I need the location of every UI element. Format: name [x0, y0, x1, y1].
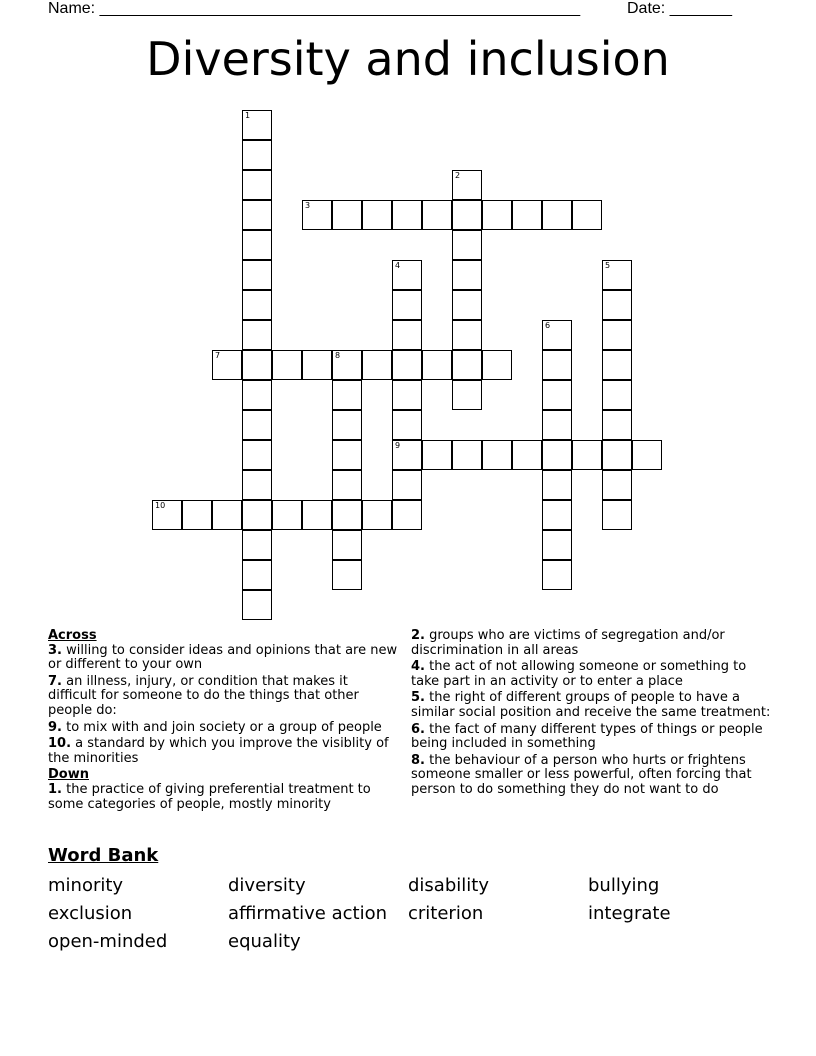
crossword-cell[interactable] — [422, 440, 452, 470]
cell-number: 3 — [305, 201, 311, 210]
clue-text: willing to consider ideas and opinions that are new or different to your own — [48, 642, 398, 673]
word-bank-item: affirmative action — [228, 903, 387, 924]
clue-down-5 — [411, 691, 771, 720]
crossword-cell[interactable] — [602, 350, 632, 380]
word-bank-item: minority — [48, 875, 124, 896]
down-heading: Down — [48, 767, 89, 783]
crossword-cell[interactable] — [392, 500, 422, 530]
crossword-cell[interactable] — [182, 500, 212, 530]
crossword-cell[interactable] — [242, 560, 272, 590]
crossword-cell[interactable] — [302, 350, 332, 380]
crossword-cell[interactable] — [302, 500, 332, 530]
clue-text: to mix with and join society or a group of people — [61, 719, 382, 735]
word-bank-item: open-minded — [48, 931, 168, 952]
clue-down-4 — [411, 660, 771, 689]
word-bank-item: equality — [228, 931, 301, 952]
cell-number: 6 — [545, 321, 551, 330]
crossword-cell[interactable] — [212, 500, 242, 530]
crossword-cell[interactable] — [242, 500, 272, 530]
crossword-cell[interactable] — [242, 410, 272, 440]
clue-down-8 — [411, 754, 771, 798]
clue-number: 6. — [411, 721, 425, 737]
crossword-cell[interactable] — [392, 290, 422, 320]
crossword-cell[interactable] — [332, 560, 362, 590]
clue-down-1 — [48, 783, 398, 812]
crossword-cell[interactable] — [242, 380, 272, 410]
crossword-cell[interactable] — [242, 170, 272, 200]
clue-across-9 — [48, 721, 398, 736]
clue-number: 2. — [411, 628, 425, 643]
crossword-cell[interactable] — [332, 470, 362, 500]
word-bank-item: disability — [408, 875, 489, 896]
word-bank-item: criterion — [408, 903, 484, 924]
crossword-cell[interactable] — [362, 350, 392, 380]
crossword-cell[interactable] — [542, 380, 572, 410]
clue-across-7 — [48, 675, 398, 719]
cell-number: 2 — [455, 171, 461, 180]
crossword-cell[interactable] — [422, 200, 452, 230]
crossword-cell[interactable] — [392, 350, 422, 380]
clue-number: 9. — [48, 719, 62, 735]
crossword-cell[interactable] — [452, 320, 482, 350]
cell-number: 7 — [215, 351, 221, 360]
crossword-cell[interactable] — [482, 440, 512, 470]
cell-number: 8 — [335, 351, 341, 360]
crossword-cell[interactable] — [632, 440, 662, 470]
word-bank-title: Word Bank — [48, 845, 159, 866]
crossword-cell[interactable] — [242, 530, 272, 560]
crossword-cell[interactable] — [452, 380, 482, 410]
date-field-label: Date: _______ — [627, 0, 732, 17]
word-bank-item: bullying — [588, 875, 660, 896]
crossword-cell[interactable] — [272, 500, 302, 530]
clue-text: the behaviour of a person who hurts or frightens someone smaller or less powerful, often forcing that person to do something they do not want to do — [411, 752, 752, 797]
cell-number: 1 — [245, 111, 251, 120]
crossword-cell[interactable] — [452, 290, 482, 320]
crossword-cell[interactable] — [542, 350, 572, 380]
clue-number: 3. — [48, 642, 62, 658]
crossword-cell[interactable] — [542, 500, 572, 530]
crossword-cell[interactable] — [452, 440, 482, 470]
crossword-cell[interactable] — [392, 260, 422, 290]
crossword-cell[interactable] — [242, 230, 272, 260]
crossword-cell[interactable] — [452, 350, 482, 380]
word-bank-item: exclusion — [48, 903, 133, 924]
crossword-cell[interactable] — [602, 320, 632, 350]
crossword-cell[interactable] — [242, 470, 272, 500]
crossword-cell[interactable] — [452, 170, 482, 200]
crossword-cell[interactable] — [242, 140, 272, 170]
cell-number: 9 — [395, 441, 401, 450]
crossword-cell[interactable] — [452, 260, 482, 290]
clue-number: 1. — [48, 781, 62, 797]
clue-text: the fact of many different types of things or people being included in something — [411, 721, 763, 752]
crossword-cell[interactable] — [602, 500, 632, 530]
crossword-cell[interactable] — [542, 410, 572, 440]
crossword-cell[interactable] — [242, 350, 272, 380]
crossword-cell[interactable] — [542, 320, 572, 350]
crossword-cell[interactable] — [542, 560, 572, 590]
clue-across-10 — [48, 737, 398, 766]
clue-number: 8. — [411, 752, 425, 768]
across-heading: Across — [48, 628, 97, 643]
crossword-cell[interactable] — [482, 200, 512, 230]
crossword-cell[interactable] — [242, 590, 272, 620]
crossword-cell[interactable] — [152, 500, 182, 530]
crossword-cell[interactable] — [362, 200, 392, 230]
crossword-cell[interactable] — [332, 500, 362, 530]
name-field-label: Name: ______________________________________________________ — [48, 0, 581, 17]
clues-left-column — [48, 629, 398, 814]
crossword-cell[interactable] — [392, 410, 422, 440]
clue-text: a standard by which you improve the visiblity of the minorities — [48, 736, 389, 766]
word-bank-item: integrate — [588, 903, 671, 924]
crossword-cell[interactable] — [542, 200, 572, 230]
crossword-cell[interactable] — [332, 410, 362, 440]
crossword-cell[interactable] — [272, 350, 302, 380]
crossword-cell[interactable] — [242, 440, 272, 470]
crossword-cell[interactable] — [512, 200, 542, 230]
crossword-cell[interactable] — [362, 500, 392, 530]
crossword-cell[interactable] — [422, 350, 452, 380]
crossword-cell[interactable] — [602, 290, 632, 320]
crossword-cell[interactable] — [332, 380, 362, 410]
clue-down-2 — [411, 629, 771, 658]
clue-text: groups who are victims of segregation and/or discrimination in all areas — [411, 628, 725, 658]
clue-text: the practice of giving preferential treatment to some categories of people, mostly minority — [48, 781, 371, 812]
word-bank-item: diversity — [228, 875, 306, 896]
crossword-cell[interactable] — [242, 200, 272, 230]
clue-down-6 — [411, 723, 771, 752]
crossword-cell[interactable] — [602, 380, 632, 410]
crossword-cell[interactable] — [392, 200, 422, 230]
crossword-cell[interactable] — [542, 530, 572, 560]
crossword-cell[interactable] — [332, 200, 362, 230]
crossword-cell[interactable] — [392, 320, 422, 350]
crossword-cell[interactable] — [332, 440, 362, 470]
puzzle-title: Diversity and inclusion — [146, 32, 670, 86]
cell-number: 10 — [155, 501, 166, 510]
crossword-cell[interactable] — [452, 200, 482, 230]
crossword-cell[interactable] — [542, 440, 572, 470]
crossword-cell[interactable] — [392, 440, 422, 470]
crossword-cell[interactable] — [392, 380, 422, 410]
clue-number: 5. — [411, 690, 425, 706]
crossword-cell[interactable] — [602, 440, 632, 470]
crossword-cell[interactable] — [332, 350, 362, 380]
crossword-cell[interactable] — [482, 350, 512, 380]
clues-right-column — [411, 629, 771, 800]
crossword-cell[interactable] — [302, 200, 332, 230]
clue-number: 7. — [48, 673, 62, 689]
cell-number: 4 — [395, 261, 401, 270]
crossword-cell[interactable] — [512, 440, 542, 470]
clue-across-3 — [48, 644, 398, 673]
crossword-cell[interactable] — [242, 290, 272, 320]
cell-number: 5 — [605, 261, 611, 270]
crossword-cell[interactable] — [572, 200, 602, 230]
crossword-cell[interactable] — [452, 230, 482, 260]
crossword-cell[interactable] — [242, 260, 272, 290]
clue-text: an illness, injury, or condition that makes it difficult for someone to do the things that other people do: — [48, 673, 359, 718]
crossword-cell[interactable] — [542, 470, 572, 500]
crossword-cell[interactable] — [572, 440, 602, 470]
crossword-cell[interactable] — [332, 530, 362, 560]
crossword-cell[interactable] — [602, 470, 632, 500]
crossword-cell[interactable] — [212, 350, 242, 380]
crossword-cell[interactable] — [602, 410, 632, 440]
clue-number: 4. — [411, 659, 425, 675]
crossword-cell[interactable] — [242, 110, 272, 140]
crossword-cell[interactable] — [602, 260, 632, 290]
crossword-cell[interactable] — [242, 320, 272, 350]
clue-text: the act of not allowing someone or something to take part in an activity or to enter a place — [411, 659, 747, 689]
clue-text: the right of different groups of people to have a similar social position and receive the same treatment: — [411, 690, 771, 720]
crossword-cell[interactable] — [392, 470, 422, 500]
clue-number: 10. — [48, 736, 72, 752]
